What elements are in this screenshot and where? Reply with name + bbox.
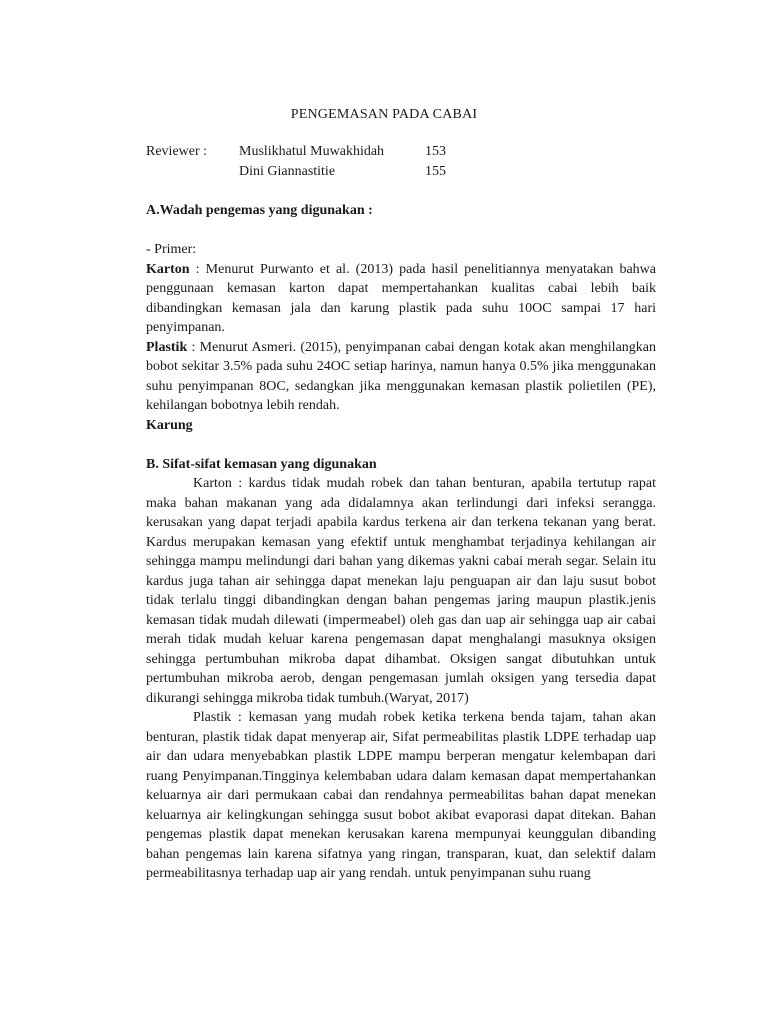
reviewer-row bbox=[146, 162, 566, 182]
reviewer-label: Reviewer : bbox=[146, 144, 208, 159]
plastik-properties-paragraph: Plastik : kemasan yang mudah robek ketika terkena benda tajam, tahan akan benturan, plastik tidak dapat menyerap air, Sifat permeabilitas plastik LDPE terhadap uap air dan udara menyebabkan plastik LDPE mampu berperan mengatur kelembapan dari ruang Penyimpanan.Tingginya kelembaban udara dalam kemasan dapat mempertahankan keluarnya air dari permukaan cabai dan rendahnya permeabilitas bahan dapat menekan keluarnya air kelingkungan sehingga susut bobot akibat evaporasi dapat ditekan. Bahan pengemas plastik dapat menekan kerusakan karena mempunyai keunggulan dibanding bahan pengemas lain karena sifatnya yang ringan, transparan, kuat, dan selektif dalam permeabilitasnya terhadap uap air yang rendah. untuk penyimpanan suhu ruang bbox=[146, 710, 656, 881]
reviewer-number: 155 bbox=[425, 163, 446, 179]
karton-paragraph bbox=[146, 260, 656, 338]
reviewer-row bbox=[146, 142, 566, 162]
karton-text: : Menurut Purwanto et al. (2013) pada hasil penelitiannya menyatakan bahwa penggunaan kemasan karton dapat mempertahankan kualitas cabai lebih baik dibandingkan kemasan jala dan karung plastik pada suhu 10OC sampai 17 hari penyimpanan. bbox=[146, 261, 656, 335]
plastik-term: Plastik bbox=[146, 339, 188, 355]
reviewer-name: Dini Giannastitie bbox=[239, 163, 336, 179]
reviewer-number: 153 bbox=[425, 144, 446, 159]
document-body bbox=[146, 201, 656, 884]
karton-term: Karton bbox=[146, 261, 190, 277]
karton-properties-paragraph: Karton : kardus tidak mudah robek dan tahan benturan, apabila tertutup rapat maka bahan makanan yang ada didalamnya akan terlindungi dari infeksi serangga. kerusakan yang dapat terjadi apabila kardus terkena air dan terkena tekanan yang berat. Kardus merupakan kemasan yang efektif untuk menghambat terjadinya kehilangan air sehingga mampu melindungi dari bahan yang dikemas yakni cabai merah segar. Selain itu kardus juga tahan air sehingga dapat menekan laju penguapan air dan laju susut bobot tidak terlalu tinggi dibandingkan dengan bahan pengemas jaring maupun plastik.jenis kemasan tidak mudah dilewati (impermeabel) oleh gas dan uap air sehingga uap air cabai merah tidak mudah keluar karena pengemasan dapat menghalangi masuknya oksigen sehingga pertumbuhan mikroba dapat dihambat. Oksigen sangat dibutuhkan untuk pertumbuhan mikroba aerob, dengan pengemasan jumlah oksigen yang tersedia dapat dikurangi sehingga mikroba tidak tumbuh.(Waryat, 2017) bbox=[146, 476, 656, 706]
karung-label: Karung bbox=[146, 417, 193, 433]
document-title: PENGEMASAN PADA CABAI bbox=[290, 107, 478, 122]
primer-label: - Primer: bbox=[146, 242, 197, 257]
reviewer-name: Muslikhatul Muwakhidah bbox=[239, 144, 385, 159]
section-a-heading: A.Wadah pengemas yang digunakan : bbox=[146, 203, 373, 218]
section-b-heading: B. Sifat-sifat kemasan yang digunakan bbox=[146, 456, 377, 472]
plastik-text: : Menurut Asmeri. (2015), penyimpanan cabai dengan kotak akan menghilangkan bobot sekitar 3.5% pada suhu 24OC setiap harinya, namun hanya 0.5% jika menggunakan suhu penyimpanan 8OC, sedangkan jika menggunakan kemasan plastik polietilen (PE), kehilangan bobotnya lebih rendah. bbox=[146, 339, 656, 413]
reviewer-block bbox=[146, 142, 566, 181]
plastik-paragraph bbox=[146, 338, 656, 416]
